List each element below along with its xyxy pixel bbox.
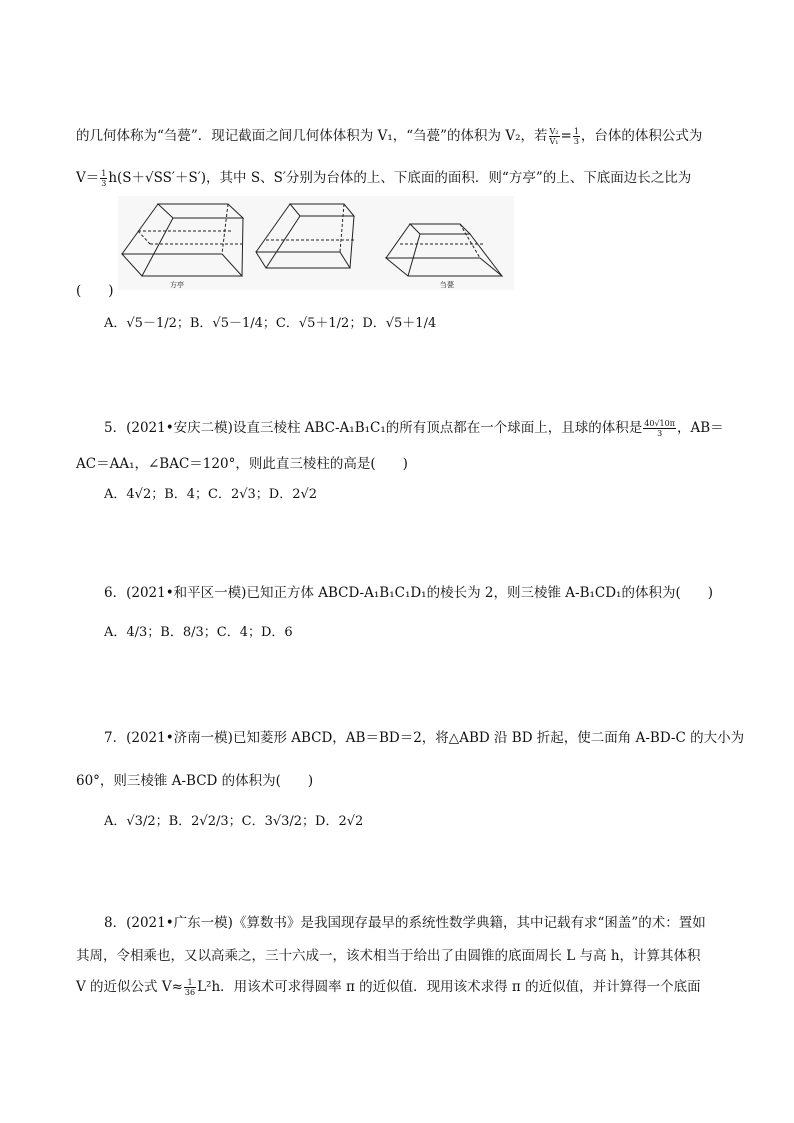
problem5-line1: 5．(2021•安庆二模)设直三棱柱 ABC-A₁B₁C₁的所有顶点都在一个球面上，且球的体积是 $\frac{40√10\pi}{3}$ ，AB＝ <box>104 419 724 438</box>
problem8-line3: V 的近似公式 V≈ $\frac{1}{36}$ L²h．用该术可求得圆率 π 的近似值．现用该术求得 π 的近似值，并计算得一个底面 <box>76 978 701 997</box>
problem5-line2: AC＝AA₁，∠BAC＝120°，则此直三棱柱的高是( ) <box>76 456 408 472</box>
problem8-line2: 其周，令相乘也，又以高乘之，三十六成一，该术相当于给出了由圆锥的底面周长 L 与高 h，计算其体积 <box>76 948 701 964</box>
problem6-options: A．4/3；B．8/3；C．4；D．6 <box>104 625 293 640</box>
problem4-line2: V＝ $\frac{1}{3}$ h(S＋√SS′＋S′)，其中 S、S′分别为台体的上、下底面的面积．则“方亭”的上、下底面边长之比为 <box>76 169 692 188</box>
problem4-line1: 的几何体称为“刍甍”．现记截面之间几何体体积为 V₁，“刍甍”的体积为 V₂，若 $\frac{\text{V₂}}{\text{V₁}}$ = $\frac{1}{3}$ ，台体的体积公式为 <box>76 127 703 146</box>
problem7-line1: 7．(2021•济南一模)已知菱形 ABCD，AB＝BD＝2，将△ABD 沿 BD 折起，使二面角 A-BD-C 的大小为 <box>104 730 745 746</box>
ratio-value-fraction: $\frac{1}{3}$ <box>573 127 579 146</box>
problem7-options: A．√3/2；B．2√2/3；C．3√3/2；D．2√2 <box>104 814 364 829</box>
problem6-line1: 6．(2021•和平区一模)已知正方体 ABCD-A₁B₁C₁D₁的棱长为 2，则三棱锥 A-B₁CD₁的体积为( ) <box>104 585 714 601</box>
solids-figure <box>118 196 514 290</box>
problem7-line2: 60°，则三棱锥 A-BCD 的体积为( ) <box>76 773 314 789</box>
sphere-volume-fraction: $\frac{40√10\pi}{3}$ <box>644 419 675 438</box>
formula-fraction: $\frac{1}{3}$ <box>101 169 107 188</box>
ratio-fraction: $\frac{\text{V₂}}{\text{V₁}}$ <box>549 127 559 146</box>
problem4-answer-paren: ( ) <box>76 283 114 299</box>
problem5-options: A．4√2；B．4；C．2√3；D．2√2 <box>104 487 318 502</box>
approx-fraction: $\frac{1}{36}$ <box>184 978 196 997</box>
figure-label-fangting: 方亭 <box>170 281 184 289</box>
figure-label-chumeng: 刍甍 <box>440 281 454 289</box>
problem4-options: A．√5－1/2；B．√5－1/4；C．√5＋1/2；D．√5＋1/4 <box>104 316 437 331</box>
problem8-line1: 8．(2021•广东一模)《算数书》是我国现存最早的系统性数学典籍，其中记载有求“囷盖”的术：置如 <box>104 915 706 931</box>
